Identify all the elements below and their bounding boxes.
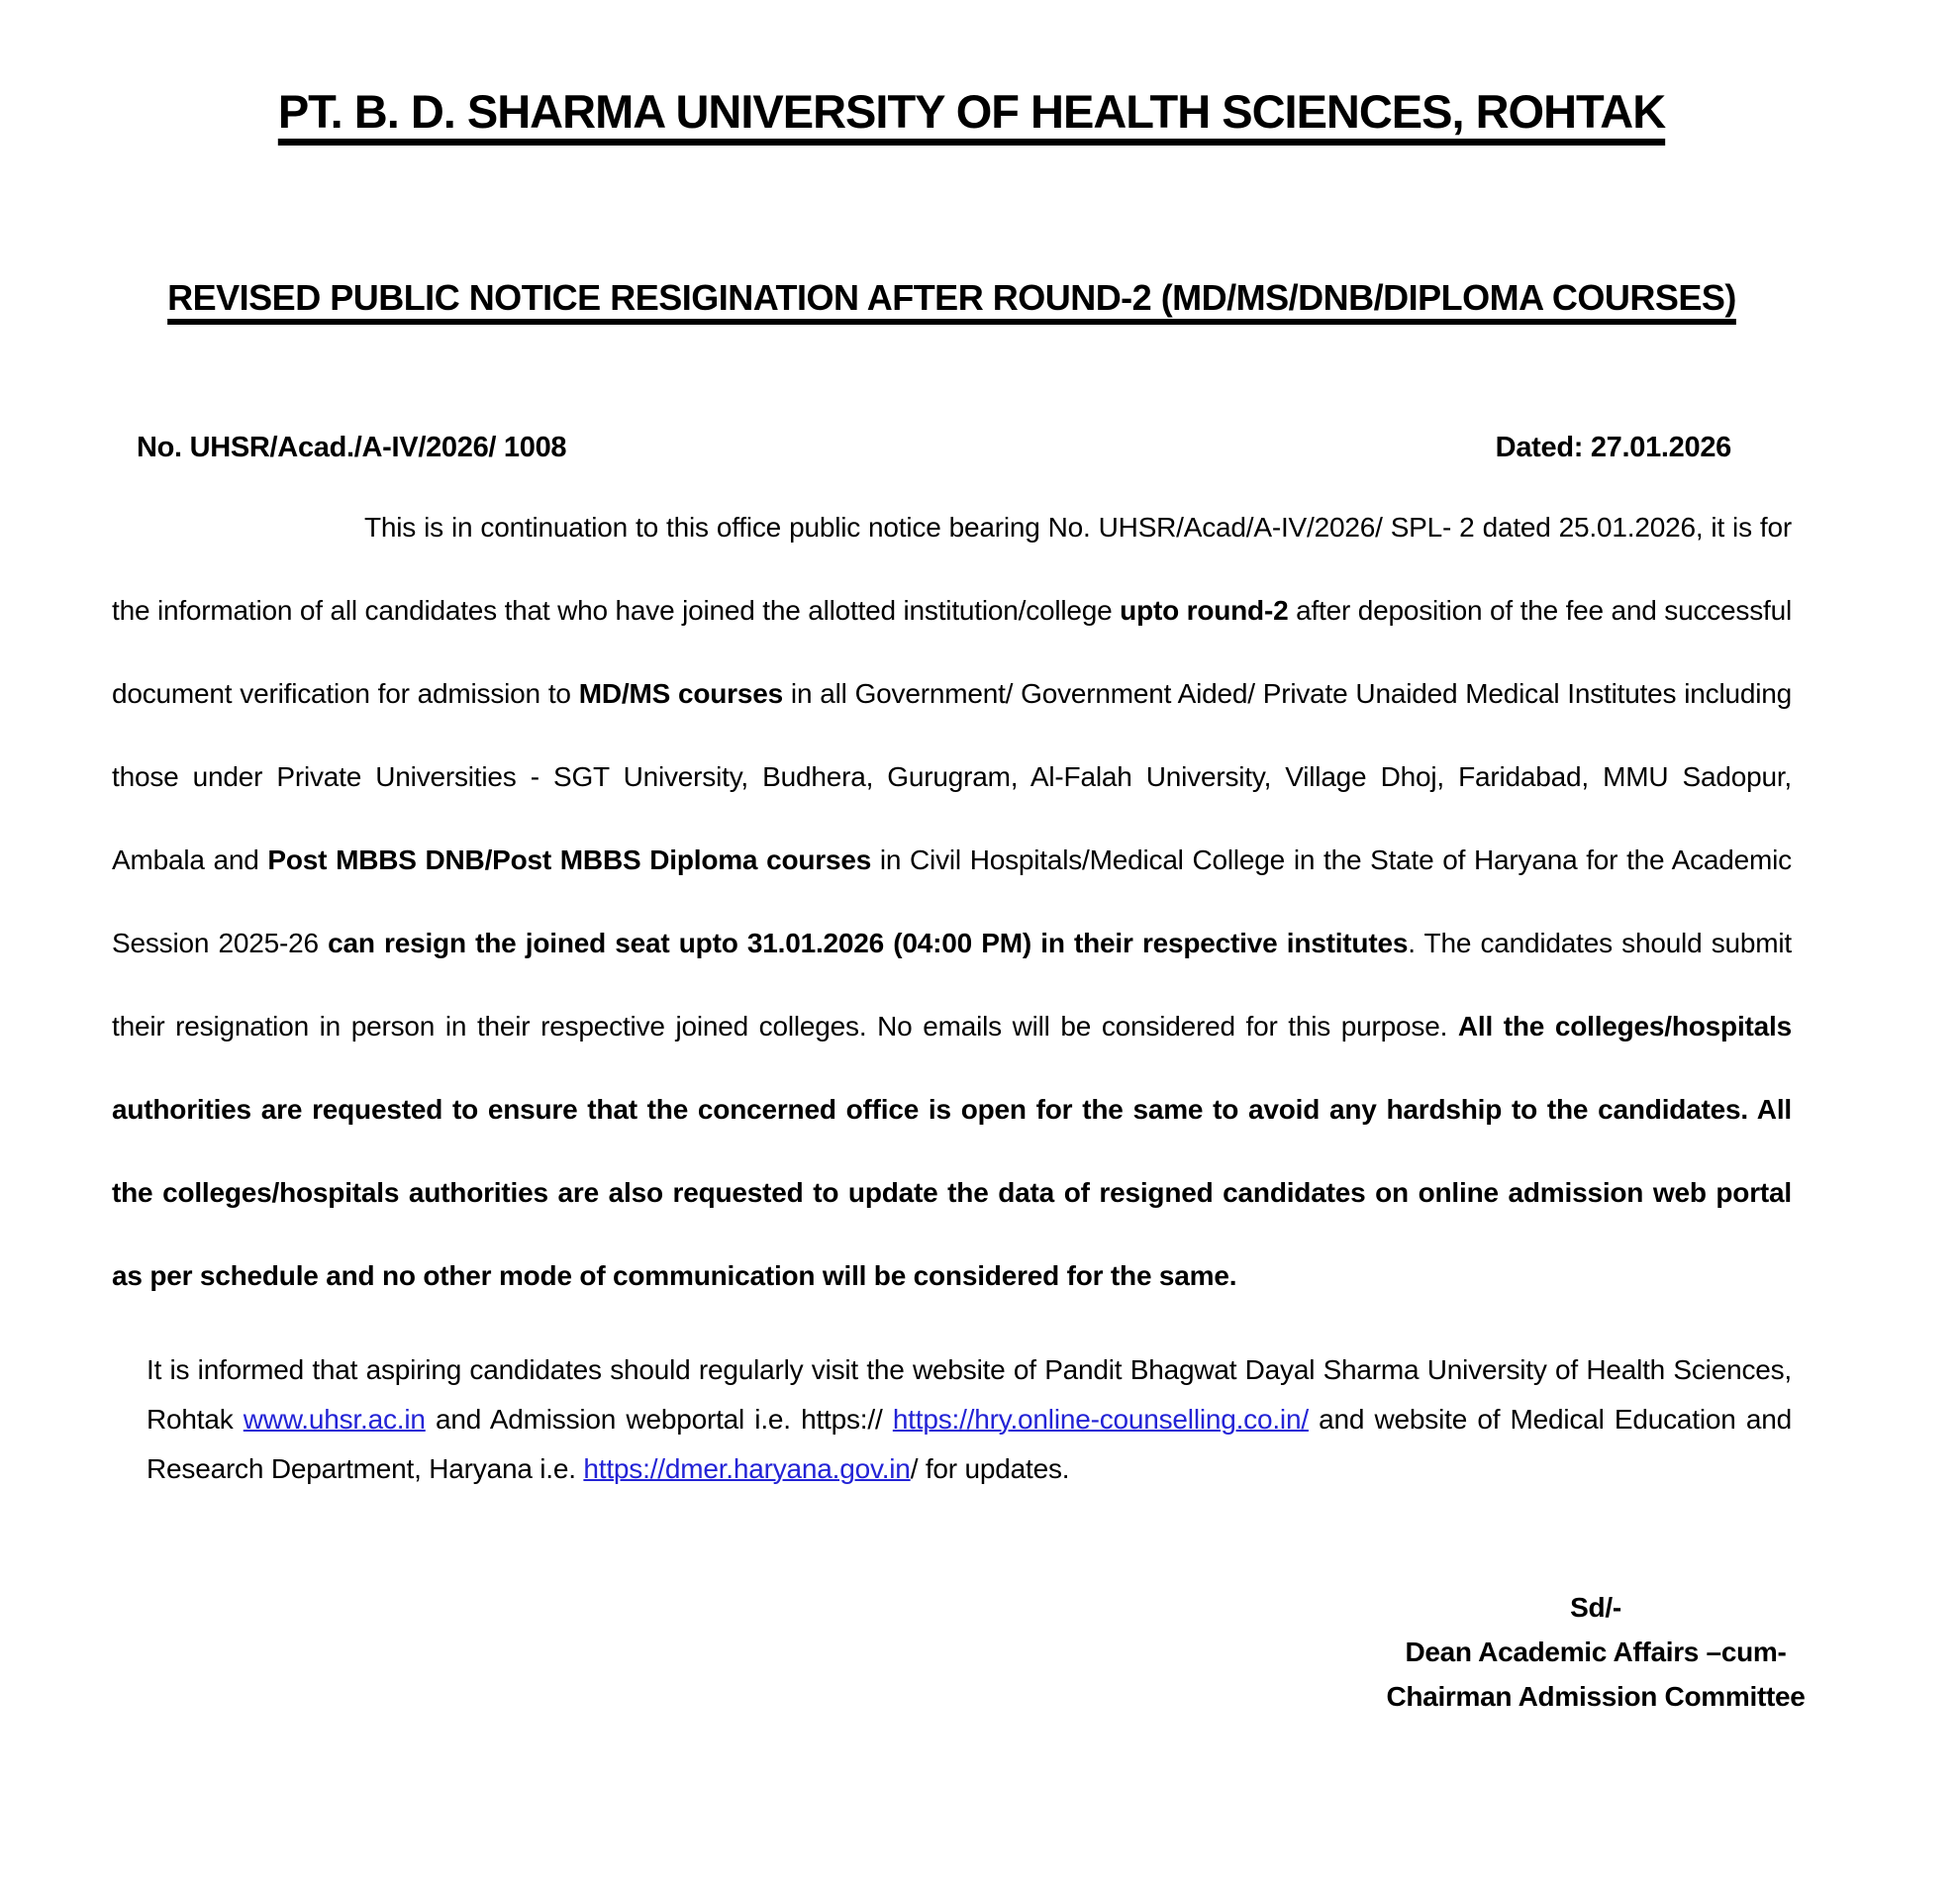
hyperlink[interactable]: www.uhsr.ac.in bbox=[243, 1404, 426, 1436]
text-segment: upto round-2 bbox=[1120, 595, 1289, 627]
text-segment: after deposition of the fee and successful document verification for admission to bbox=[112, 595, 1793, 710]
notice-date: Dated: 27.01.2026 bbox=[1495, 432, 1731, 464]
main-paragraph bbox=[112, 486, 1792, 1318]
text-segment: in all Government/ Government Aided/ Private Unaided Medical Institutes including those under Private Universities - SGT University, Budhera, Gurugram, Al-Falah University, Village Dhoj, Faridabad, MMU Sadopur, Ambala and bbox=[112, 678, 1792, 876]
text-segment: and Admission webportal i.e. https:// bbox=[425, 1404, 893, 1436]
text-segment: It is informed that aspiring candidates should regularly visit the website of Pandit Bhagwat Dayal Sharma University of Health Sciences, Rohtak bbox=[147, 1354, 1792, 1436]
signature-sd: Sd/- bbox=[1570, 1592, 1621, 1624]
page-title: PT. B. D. SHARMA UNIVERSITY OF HEALTH SCIENCES, ROHTAK bbox=[277, 85, 1666, 138]
info-paragraph bbox=[147, 1345, 1792, 1494]
text-segment: Post MBBS DNB/Post MBBS Diploma courses bbox=[267, 844, 872, 876]
signature-designation-2: Chairman Admission Committee bbox=[1386, 1681, 1806, 1713]
text-segment: can resign the joined seat upto 31.01.2026 (04:00 PM) in their respective institutes bbox=[328, 928, 1409, 959]
text-segment: in Civil Hospitals/Medical College in the State of Haryana for the Academic Session 2025-26 bbox=[112, 844, 1792, 959]
reference-number: No. UHSR/Acad./A-IV/2026/ 1008 bbox=[137, 432, 567, 464]
text-segment: / for updates. bbox=[910, 1453, 1070, 1485]
reference-row bbox=[112, 432, 1792, 464]
hyperlink[interactable]: https://dmer.haryana.gov.in bbox=[583, 1453, 911, 1485]
text-segment: All the colleges/hospitals authorities are requested to ensure that the concerned office is open for the same to avoid any hardship to the candidates. All the colleges/hospitals authorities are also requested to update the data of resigned candidates on online admission web portal as per schedule and no other mode of communication will be considered for the same. bbox=[112, 1011, 1792, 1292]
signature-block bbox=[1378, 1585, 1813, 1719]
hyperlink[interactable]: https://hry.online-counselling.co.in/ bbox=[892, 1404, 1309, 1436]
notice-subtitle: REVISED PUBLIC NOTICE RESIGINATION AFTER ROUND-2 (MD/MS/DNB/DIPLOMA COURSES) bbox=[167, 276, 1736, 318]
text-segment: MD/MS courses bbox=[578, 678, 783, 710]
text-segment: . The candidates should submit their resignation in person in their respective joined colleges. No emails will be considered for this purpose. bbox=[112, 928, 1792, 1042]
text-segment: This is in continuation to this office public notice bearing No. UHSR/Acad/A-IV/2026/ SPL- 2 dated 25.01.2026, it is for the information of all candidates that who have joined the allotted institution/college bbox=[112, 512, 1792, 627]
signature-designation-1: Dean Academic Affairs –cum- bbox=[1405, 1637, 1787, 1668]
notice-subtitle-wrap bbox=[112, 240, 1792, 356]
text-segment: and website of Medical Education and Research Department, Haryana i.e. bbox=[147, 1404, 1792, 1485]
